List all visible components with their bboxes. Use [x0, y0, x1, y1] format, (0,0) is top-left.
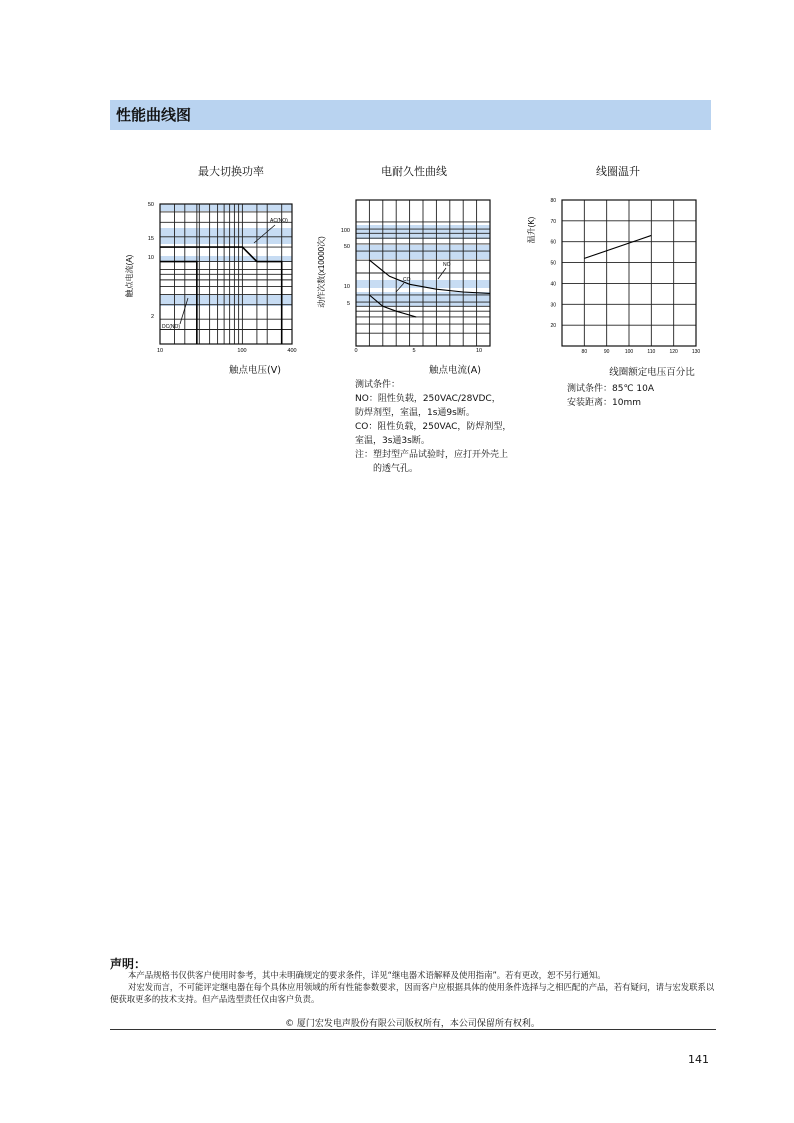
series-label-dc: DC(NO)	[162, 324, 181, 330]
x-tick: 90	[603, 349, 610, 355]
chart-temperature	[520, 190, 710, 360]
note-line: 测试条件：	[355, 380, 401, 390]
page-number: 141	[688, 1053, 709, 1066]
x-tick: 0	[354, 348, 358, 354]
grid-switching	[160, 204, 292, 344]
declaration-paragraph: 对宏发而言，不可能评定继电器在每个具体应用领域的所有性能参数要求，因而客户应根据具体的使用条件选择与之相匹配的产品，若有疑问，请与宏发联系以便获取更多的技术支持。但产品选型责任仅由客户负责。	[110, 982, 715, 1004]
x-tick: 10	[475, 348, 483, 354]
x-tick: 400	[287, 348, 297, 354]
x-tick: 100	[237, 348, 247, 354]
x-tick: 130	[691, 349, 701, 355]
footer-divider	[110, 1029, 716, 1030]
y-tick: 60	[550, 239, 556, 246]
y-axis-label: 触点电流(A)	[125, 254, 134, 298]
declaration-title: 声明：	[110, 957, 147, 971]
y-tick: 70	[550, 218, 556, 225]
y-axis-label: 动作次数(x10000次)	[317, 236, 326, 308]
copyright-notice: © 厦门宏发电声股份有限公司版权所有，本公司保留所有权利。	[285, 1019, 540, 1029]
chart-title-switching: 最大切换功率	[198, 165, 264, 178]
y-tick: 50	[147, 202, 154, 208]
y-axis-label: 温升(K)	[527, 216, 536, 244]
note-line: 防焊剂型，室温，1s通9s断。	[355, 408, 475, 418]
series-label-no: NO	[443, 262, 451, 268]
y-tick: 30	[550, 302, 556, 309]
note-line: CO：阻性负载，250VAC，防焊剂型，	[355, 422, 512, 432]
x-tick: 80	[581, 349, 588, 355]
note-line: 测试条件：85℃ 10A	[567, 384, 655, 394]
chart-endurance	[310, 190, 510, 380]
x-tick: 5	[412, 348, 416, 354]
chart-title-endurance: 电耐久性曲线	[381, 165, 447, 178]
x-axis-label-switching: 触点电压(V)	[229, 365, 281, 376]
series-group-endurance	[369, 260, 490, 317]
note-line: 的透气孔。	[373, 464, 419, 474]
y-tick: 15	[147, 236, 154, 242]
grid-endurance	[356, 200, 490, 346]
x-tick: 110	[647, 349, 656, 355]
note-line: 注：塑封型产品试验时，应打开外壳上	[355, 450, 509, 460]
endurance-test-notes	[355, 378, 511, 476]
y-tick: 10	[343, 284, 350, 290]
note-line: NO：阻性负载，250VAC/28VDC，	[355, 394, 501, 404]
y-tick: 10	[147, 255, 154, 261]
y-tick: 80	[550, 198, 556, 204]
declaration-paragraph: 本产品规格书仅供客户使用时参考，其中未明确规定的要求条件，详见“继电器术语解释及使用指南”。若有更改，恕不另行通知。	[128, 970, 606, 980]
note-line: 室温，3s通3s断。	[355, 436, 430, 446]
temperature-test-notes	[567, 382, 654, 410]
ticks-temperature	[550, 198, 700, 355]
x-axis-label-temperature: 线圈额定电压百分比	[609, 367, 695, 378]
chart-switching	[120, 190, 310, 380]
declaration-text	[110, 969, 715, 1005]
x-tick: 10	[156, 348, 164, 354]
chart-title-temperature: 线圈温升	[596, 165, 640, 178]
y-tick: 100	[340, 228, 350, 234]
series-label-co: CO	[403, 277, 411, 283]
x-axis-label-endurance: 触点电流(A)	[429, 365, 481, 376]
y-tick: 5	[346, 301, 350, 307]
grid-temperature	[562, 200, 696, 346]
y-tick: 2	[150, 314, 154, 320]
x-tick: 120	[669, 349, 678, 355]
leader-line	[438, 268, 446, 279]
section-title: 性能曲线图	[110, 100, 711, 130]
note-line: 安装距离：10mm	[567, 398, 641, 408]
y-tick: 50	[343, 244, 350, 250]
y-tick: 50	[550, 260, 556, 267]
x-tick: 100	[624, 349, 634, 355]
series-label-ac: AC(NO)	[270, 218, 288, 224]
y-tick: 20	[550, 323, 556, 330]
series-group-temperature	[584, 235, 651, 258]
y-tick: 40	[550, 281, 556, 288]
series-line-temperature	[584, 235, 651, 258]
series-line-no	[369, 260, 490, 293]
